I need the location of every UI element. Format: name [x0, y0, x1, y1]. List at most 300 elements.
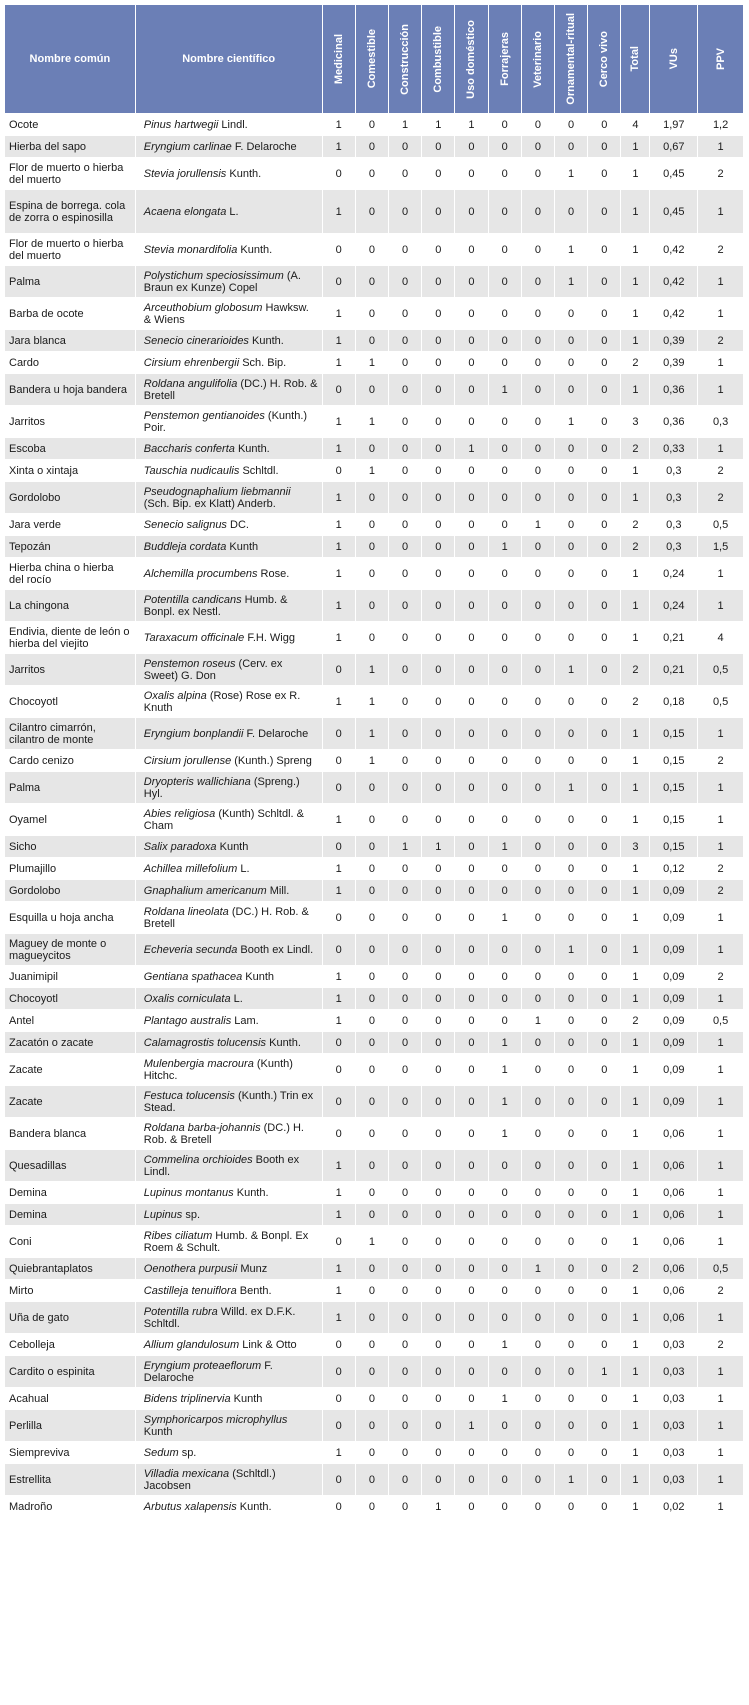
use-value-cell: 0	[521, 966, 554, 988]
author: F.H. Wigg	[247, 631, 295, 644]
use-value-cell: 0	[455, 514, 488, 536]
use-value-cell: 0	[588, 1496, 621, 1518]
genus-species: Cirsium ehrenbergii	[143, 356, 240, 369]
use-value-cell: 0	[422, 1356, 455, 1388]
use-value-cell: 0	[488, 772, 521, 804]
total-cell: 1	[621, 804, 650, 836]
total-cell: 1	[621, 1464, 650, 1496]
vus-cell: 0,06	[650, 1204, 698, 1226]
use-value-cell: 0	[455, 1496, 488, 1518]
genus-species: Pinus hartwegii	[143, 118, 219, 131]
table-row	[5, 266, 744, 298]
use-value-cell: 0	[488, 1226, 521, 1258]
use-value-cell: 0	[555, 988, 588, 1010]
genus-species: Villadia mexicana	[143, 1467, 230, 1480]
use-value-cell: 1	[422, 836, 455, 858]
header-forrajeras	[488, 5, 521, 114]
use-value-cell: 0	[521, 1280, 554, 1302]
total-cell: 1	[621, 190, 650, 234]
use-value-cell: 0	[521, 686, 554, 718]
use-value-cell: 0	[355, 836, 388, 858]
vus-cell: 0,15	[650, 718, 698, 750]
use-value-cell: 0	[422, 1054, 455, 1086]
use-value-cell: 0	[355, 1032, 388, 1054]
table-row	[5, 460, 744, 482]
use-value-cell: 0	[555, 1410, 588, 1442]
common-name-cell: Jarritos	[5, 654, 136, 686]
use-value-cell: 0	[355, 438, 388, 460]
use-value-cell: 0	[322, 1226, 355, 1258]
use-value-cell: 0	[555, 1226, 588, 1258]
ppv-cell: 1	[698, 1356, 744, 1388]
use-value-cell: 0	[555, 330, 588, 352]
use-value-cell: 0	[521, 1182, 554, 1204]
use-value-cell: 0	[455, 1356, 488, 1388]
common-name-cell: Esquilla u hoja ancha	[5, 902, 136, 934]
use-value-cell: 0	[322, 266, 355, 298]
header-label: Veterinario	[531, 30, 544, 88]
genus-species: Oxalis corniculata	[143, 992, 231, 1005]
use-value-cell: 0	[355, 1010, 388, 1032]
use-value-cell: 0	[422, 934, 455, 966]
use-value-cell: 0	[521, 1150, 554, 1182]
use-value-cell: 0	[388, 1280, 421, 1302]
use-value-cell: 0	[355, 136, 388, 158]
use-value-cell: 0	[488, 1258, 521, 1280]
total-cell: 1	[621, 880, 650, 902]
genus-species: Plantago australis	[143, 1014, 232, 1027]
author: Kunth	[229, 540, 259, 553]
genus-species: Roldana barba-johannis	[143, 1121, 261, 1134]
use-value-cell: 0	[588, 234, 621, 266]
use-value-cell: 0	[555, 1086, 588, 1118]
ppv-cell: 1	[698, 438, 744, 460]
use-value-cell: 0	[455, 804, 488, 836]
use-value-cell: 0	[355, 858, 388, 880]
use-value-cell: 0	[521, 934, 554, 966]
ppv-cell: 1	[698, 836, 744, 858]
use-value-cell: 0	[488, 622, 521, 654]
common-name-cell: Espina de borrega. cola de zorra o espinosilla	[5, 190, 136, 234]
use-value-cell: 0	[488, 298, 521, 330]
use-value-cell: 0	[455, 352, 488, 374]
use-value-cell: 0	[521, 298, 554, 330]
common-name-cell: Escoba	[5, 438, 136, 460]
author: (A. Braun ex Kunze) Copel	[143, 269, 301, 294]
use-value-cell: 0	[422, 590, 455, 622]
total-cell: 1	[621, 1226, 650, 1258]
use-value-cell: 0	[455, 1388, 488, 1410]
author: Munz	[240, 1262, 268, 1275]
use-value-cell: 0	[422, 1442, 455, 1464]
header-ornamental-ritual	[555, 5, 588, 114]
total-cell: 1	[621, 966, 650, 988]
use-value-cell: 0	[521, 460, 554, 482]
use-value-cell: 0	[521, 1032, 554, 1054]
ppv-cell: 2	[698, 858, 744, 880]
use-value-cell: 0	[422, 622, 455, 654]
use-value-cell: 0	[555, 558, 588, 590]
use-value-cell: 0	[588, 836, 621, 858]
use-value-cell: 0	[455, 158, 488, 190]
genus-species: Castilleja tenuiflora	[143, 1284, 237, 1297]
use-value-cell: 0	[455, 298, 488, 330]
use-value-cell: 1	[355, 750, 388, 772]
ppv-cell: 2	[698, 482, 744, 514]
table-row	[5, 966, 744, 988]
use-value-cell: 1	[322, 438, 355, 460]
scientific-name-cell	[135, 438, 322, 460]
use-value-cell: 0	[322, 1334, 355, 1356]
table-row	[5, 934, 744, 966]
use-value-cell: 0	[588, 654, 621, 686]
ppv-cell: 1	[698, 1226, 744, 1258]
use-value-cell: 0	[521, 804, 554, 836]
use-value-cell: 0	[455, 1118, 488, 1150]
vus-cell: 0,3	[650, 460, 698, 482]
use-value-cell: 0	[322, 1388, 355, 1410]
scientific-name-cell	[135, 298, 322, 330]
use-value-cell: 0	[355, 804, 388, 836]
author: sp.	[185, 1208, 201, 1221]
use-value-cell: 0	[422, 298, 455, 330]
use-value-cell: 0	[521, 536, 554, 558]
table-row	[5, 234, 744, 266]
use-value-cell: 1	[555, 1464, 588, 1496]
use-value-cell: 0	[588, 1442, 621, 1464]
use-value-cell: 0	[521, 266, 554, 298]
use-value-cell: 0	[422, 136, 455, 158]
use-value-cell: 0	[588, 772, 621, 804]
use-value-cell: 1	[588, 1356, 621, 1388]
use-value-cell: 0	[455, 966, 488, 988]
use-value-cell: 0	[422, 1086, 455, 1118]
author: (Kunth.) Poir.	[143, 409, 308, 434]
table-row	[5, 1280, 744, 1302]
genus-species: Oxalis alpina	[143, 689, 207, 702]
total-cell: 2	[621, 686, 650, 718]
vus-cell: 0,24	[650, 558, 698, 590]
use-value-cell: 1	[322, 136, 355, 158]
use-value-cell: 1	[422, 1496, 455, 1518]
common-name-cell: Cebolleja	[5, 1334, 136, 1356]
use-value-cell: 0	[355, 234, 388, 266]
scientific-name-cell	[135, 1150, 322, 1182]
header-cerco-vivo	[588, 5, 621, 114]
table-row	[5, 406, 744, 438]
table-row	[5, 1258, 744, 1280]
use-value-cell: 0	[521, 352, 554, 374]
total-cell: 1	[621, 1150, 650, 1182]
use-value-cell: 0	[588, 190, 621, 234]
header-total	[621, 5, 650, 114]
use-value-cell: 0	[555, 836, 588, 858]
use-value-cell: 0	[521, 1226, 554, 1258]
use-value-cell: 1	[488, 374, 521, 406]
use-value-cell: 0	[455, 1182, 488, 1204]
table-row	[5, 858, 744, 880]
header-uso-domestico	[455, 5, 488, 114]
use-value-cell: 0	[588, 558, 621, 590]
common-name-cell: Coni	[5, 1226, 136, 1258]
header-label: Medicinal	[332, 33, 345, 85]
use-value-cell: 0	[455, 330, 488, 352]
use-value-cell: 0	[521, 902, 554, 934]
use-value-cell: 0	[555, 438, 588, 460]
use-value-cell: 0	[555, 1010, 588, 1032]
table-row	[5, 1226, 744, 1258]
total-cell: 1	[621, 902, 650, 934]
vus-cell: 0,09	[650, 1032, 698, 1054]
use-value-cell: 0	[422, 234, 455, 266]
total-cell: 2	[621, 536, 650, 558]
ppv-cell: 2	[698, 330, 744, 352]
common-name-cell: Juanimipil	[5, 966, 136, 988]
vus-cell: 0,03	[650, 1356, 698, 1388]
use-value-cell: 0	[455, 1204, 488, 1226]
ppv-cell: 1	[698, 1054, 744, 1086]
total-cell: 2	[621, 352, 650, 374]
use-value-cell: 0	[521, 1302, 554, 1334]
genus-species: Cirsium jorullense	[143, 754, 232, 767]
use-value-cell: 0	[422, 1182, 455, 1204]
use-value-cell: 0	[588, 1410, 621, 1442]
scientific-name-cell	[135, 1410, 322, 1442]
total-cell: 2	[621, 514, 650, 536]
vus-cell: 0,21	[650, 622, 698, 654]
use-value-cell: 0	[355, 1118, 388, 1150]
use-value-cell: 0	[422, 1388, 455, 1410]
use-value-cell: 0	[388, 880, 421, 902]
use-value-cell: 1	[488, 1054, 521, 1086]
author: (Rose) Rose ex R. Knuth	[143, 689, 301, 714]
scientific-name-cell	[135, 1302, 322, 1334]
author: Kunth	[143, 1425, 173, 1438]
use-value-cell: 0	[455, 460, 488, 482]
genus-species: Festuca tolucensis	[143, 1089, 235, 1102]
use-value-cell: 0	[388, 902, 421, 934]
use-value-cell: 0	[521, 1410, 554, 1442]
ppv-cell: 1	[698, 1182, 744, 1204]
genus-species: Calamagrostis tolucensis	[143, 1036, 267, 1049]
use-value-cell: 0	[588, 352, 621, 374]
use-value-cell: 0	[322, 1032, 355, 1054]
use-value-cell: 0	[555, 460, 588, 482]
use-value-cell: 0	[355, 1464, 388, 1496]
common-name-cell: Jara blanca	[5, 330, 136, 352]
author: Hawksw. & Wiens	[143, 301, 309, 326]
use-value-cell: 0	[422, 1280, 455, 1302]
table-row	[5, 1010, 744, 1032]
use-value-cell: 0	[455, 1086, 488, 1118]
scientific-name-cell	[135, 460, 322, 482]
common-name-cell: Gordolobo	[5, 482, 136, 514]
use-value-cell: 0	[388, 514, 421, 536]
header-medicinal	[322, 5, 355, 114]
use-value-cell: 0	[521, 136, 554, 158]
use-value-cell: 0	[588, 460, 621, 482]
ppv-cell: 1	[698, 1496, 744, 1518]
total-cell: 1	[621, 558, 650, 590]
use-value-cell: 0	[588, 406, 621, 438]
ppv-cell: 1	[698, 988, 744, 1010]
use-value-cell: 0	[555, 1388, 588, 1410]
use-value-cell: 1	[555, 654, 588, 686]
scientific-name-cell	[135, 718, 322, 750]
common-name-cell: Madroño	[5, 1496, 136, 1518]
use-value-cell: 0	[455, 1302, 488, 1334]
use-value-cell: 0	[388, 934, 421, 966]
ppv-cell: 1,5	[698, 536, 744, 558]
total-cell: 1	[621, 1204, 650, 1226]
use-value-cell: 0	[488, 406, 521, 438]
total-cell: 2	[621, 1010, 650, 1032]
author: (Kunth) Schltdl. & Cham	[143, 807, 304, 832]
scientific-name-cell	[135, 934, 322, 966]
use-value-cell: 0	[422, 750, 455, 772]
total-cell: 1	[621, 622, 650, 654]
vus-cell: 0,06	[650, 1302, 698, 1334]
scientific-name-cell	[135, 1496, 322, 1518]
vus-cell: 0,36	[650, 406, 698, 438]
genus-species: Potentilla candicans	[143, 593, 242, 606]
table-row	[5, 804, 744, 836]
author: Link & Otto	[242, 1338, 297, 1351]
scientific-name-cell	[135, 686, 322, 718]
use-value-cell: 0	[422, 1010, 455, 1032]
use-value-cell: 0	[422, 880, 455, 902]
author: L.	[233, 992, 243, 1005]
use-value-cell: 0	[488, 1010, 521, 1032]
use-value-cell: 0	[422, 460, 455, 482]
use-value-cell: 0	[555, 1496, 588, 1518]
use-value-cell: 0	[488, 114, 521, 136]
use-value-cell: 0	[588, 1182, 621, 1204]
use-value-cell: 0	[588, 1054, 621, 1086]
use-value-cell: 0	[555, 136, 588, 158]
author: F. Delaroche	[234, 140, 297, 153]
vus-cell: 0,03	[650, 1442, 698, 1464]
genus-species: Arbutus xalapensis	[143, 1500, 237, 1513]
use-value-cell: 0	[455, 136, 488, 158]
use-value-cell: 0	[322, 1086, 355, 1118]
use-value-cell: 0	[422, 352, 455, 374]
use-value-cell: 0	[322, 718, 355, 750]
use-value-cell: 0	[488, 1204, 521, 1226]
header-label: Uso doméstico	[465, 19, 478, 99]
use-value-cell: 0	[455, 558, 488, 590]
scientific-name-cell	[135, 1280, 322, 1302]
scientific-name-cell	[135, 988, 322, 1010]
use-value-cell: 0	[388, 298, 421, 330]
use-value-cell: 0	[588, 1150, 621, 1182]
use-value-cell: 1	[521, 1258, 554, 1280]
common-name-cell: Ocote	[5, 114, 136, 136]
ppv-cell: 2	[698, 750, 744, 772]
scientific-name-cell	[135, 880, 322, 902]
header-comestible	[355, 5, 388, 114]
header-label: VUs	[667, 48, 680, 70]
use-value-cell: 0	[588, 858, 621, 880]
scientific-name-cell	[135, 1118, 322, 1150]
use-value-cell: 0	[388, 482, 421, 514]
common-name-cell: Estrellita	[5, 1464, 136, 1496]
header-veterinario	[521, 5, 554, 114]
use-value-cell: 0	[521, 836, 554, 858]
genus-species: Oenothera purpusii	[143, 1262, 238, 1275]
ppv-cell: 2	[698, 460, 744, 482]
table-row	[5, 558, 744, 590]
use-value-cell: 1	[322, 482, 355, 514]
use-value-cell: 0	[521, 858, 554, 880]
genus-species: Senecio salignus	[143, 518, 227, 531]
use-value-cell: 0	[588, 158, 621, 190]
table-row	[5, 114, 744, 136]
use-value-cell: 0	[521, 558, 554, 590]
ppv-cell: 2	[698, 158, 744, 190]
common-name-cell: Flor de muerto o hierba del muerto	[5, 158, 136, 190]
author: Booth ex Lindl.	[143, 1153, 300, 1178]
vus-cell: 0,15	[650, 772, 698, 804]
use-value-cell: 0	[355, 1496, 388, 1518]
use-value-cell: 0	[455, 1226, 488, 1258]
use-value-cell: 1	[488, 836, 521, 858]
table-row	[5, 1302, 744, 1334]
use-value-cell: 1	[322, 622, 355, 654]
use-value-cell: 0	[455, 836, 488, 858]
use-value-cell: 0	[455, 1280, 488, 1302]
use-value-cell: 0	[322, 1356, 355, 1388]
use-value-cell: 0	[488, 158, 521, 190]
ppv-cell: 1	[698, 190, 744, 234]
table-row	[5, 330, 744, 352]
table-row	[5, 1464, 744, 1496]
ppv-cell: 1	[698, 1150, 744, 1182]
genus-species: Allium glandulosum	[143, 1338, 240, 1351]
use-value-cell: 0	[488, 190, 521, 234]
use-value-cell: 1	[322, 988, 355, 1010]
ppv-cell: 2	[698, 966, 744, 988]
use-value-cell: 0	[422, 536, 455, 558]
use-value-cell: 0	[588, 1464, 621, 1496]
use-value-cell: 0	[455, 880, 488, 902]
scientific-name-cell	[135, 558, 322, 590]
common-name-cell: Zacate	[5, 1054, 136, 1086]
use-value-cell: 0	[422, 1302, 455, 1334]
common-name-cell: Gordolobo	[5, 880, 136, 902]
author: L.	[240, 862, 250, 875]
common-name-cell: Chocoyotl	[5, 686, 136, 718]
vus-cell: 0,09	[650, 1054, 698, 1086]
table-row	[5, 590, 744, 622]
total-cell: 1	[621, 934, 650, 966]
use-value-cell: 0	[422, 902, 455, 934]
use-value-cell: 1	[488, 1334, 521, 1356]
ppv-cell: 1	[698, 772, 744, 804]
use-value-cell: 0	[488, 988, 521, 1010]
common-name-cell: Mirto	[5, 1280, 136, 1302]
use-value-cell: 1	[322, 1442, 355, 1464]
use-value-cell: 0	[388, 686, 421, 718]
use-value-cell: 0	[588, 1280, 621, 1302]
use-value-cell: 0	[355, 1334, 388, 1356]
header-vus	[650, 5, 698, 114]
use-value-cell: 0	[588, 266, 621, 298]
use-value-cell: 0	[588, 1086, 621, 1118]
use-value-cell: 1	[322, 1302, 355, 1334]
author: Lam.	[234, 1014, 259, 1027]
use-value-cell: 0	[322, 654, 355, 686]
